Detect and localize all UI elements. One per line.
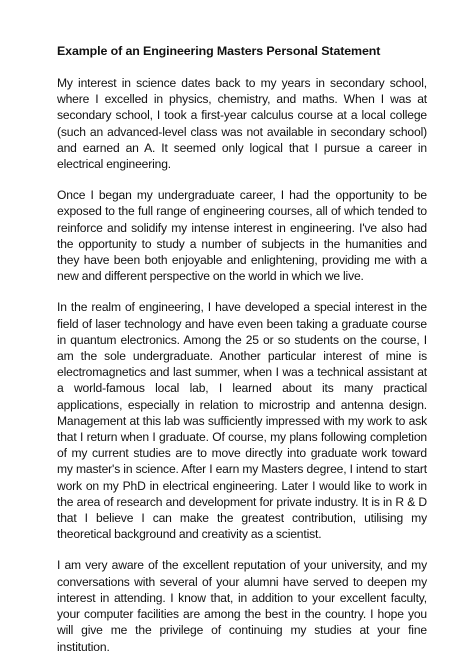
document-title: Example of an Engineering Masters Personal Statement bbox=[57, 44, 381, 58]
paragraph-2: Once I began my undergraduate career, I had the opportunity to be exposed to the full range of engineering courses, all of which tended to reinforce and solidify my intense interest in engineering. I've also had the opportunity to study a number of subjects in the humanities and they have been both enjoyable and enlightening, providing me with a new and different perspective on the world in which we live. bbox=[57, 188, 427, 284]
document-body bbox=[57, 75, 427, 670]
paragraph-1: My interest in science dates back to my years in secondary school, where I excelled in physics, chemistry, and maths. When I was at secondary school, I took a first-year calculus course at a local college (such an advanced-level class was not available in secondary school) and earned an A. It seemed only logical that I pursue a career in electrical engineering. bbox=[57, 76, 427, 172]
paragraph-3: In the realm of engineering, I have developed a special interest in the field of laser technology and have even been taking a graduate course in quantum electronics. Among the 25 or so students on the course, I am the sole undergraduate. Another particular interest of mine is electromagnetics and last summer, when I was a technical assistant at a world-famous local lab, I learned about its many practical applications, especially in relation to microstrip and antenna design. Management at this lab was sufficiently impressed with my work to ask that I return when I graduate. Of course, my plans following completion of my current studies are to move directly into graduate work toward my master's in science. After I earn my Masters degree, I intend to start work on my PhD in electrical engineering. Later I would like to work in the area of research and development for private industry. It is in R & D that I believe I can make the greatest contribution, utilising my theoretical background and creativity as a scientist. bbox=[57, 300, 427, 542]
paragraph-4: I am very aware of the excellent reputation of your university, and my conversations with several of your alumni have served to deepen my interest in attending. I know that, in addition to your excellent faculty, your computer facilities are among the best in the country. I hope you will give me the privilege of continuing my studies at your fine institution. bbox=[57, 558, 427, 654]
